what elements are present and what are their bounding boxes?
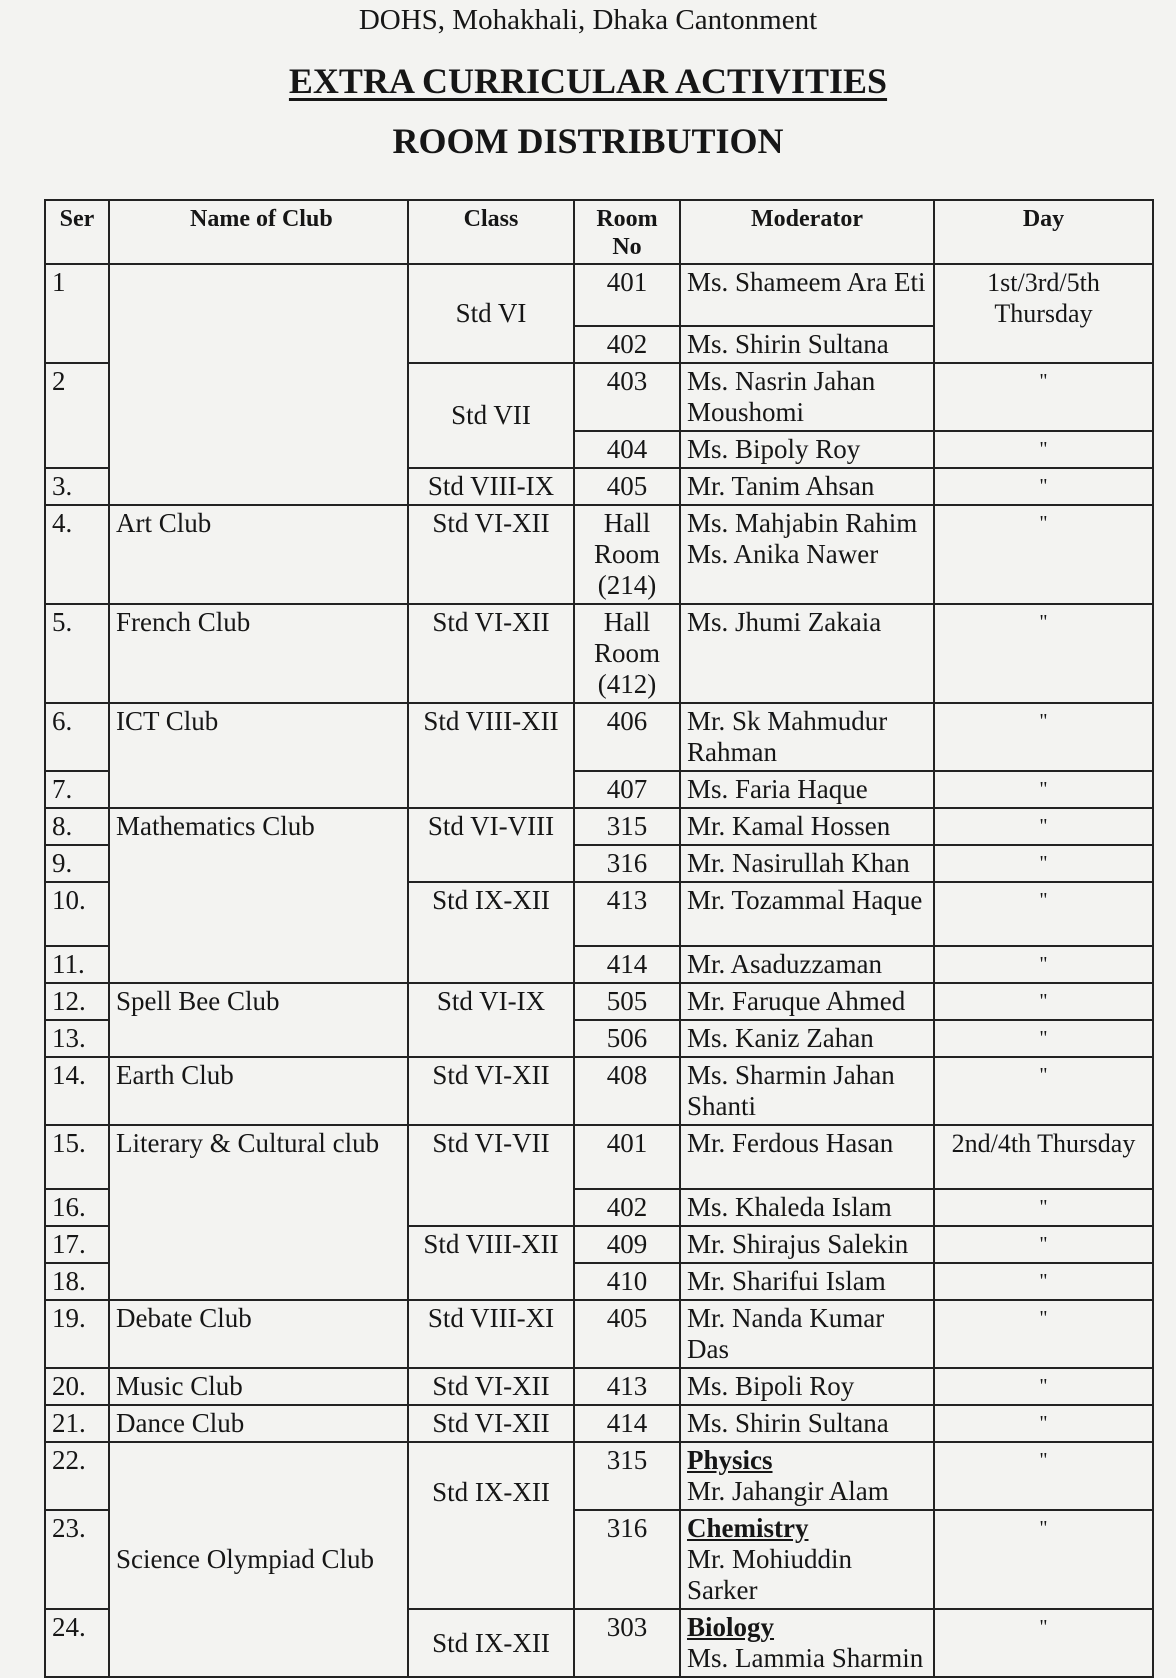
room-cell: 402 [574, 326, 680, 363]
ser-cell: 11. [45, 946, 109, 983]
ser-cell: 6. [45, 703, 109, 771]
room-cell: 315 [574, 1442, 680, 1510]
day-cell: " [934, 1405, 1153, 1442]
room-cell: Hall Room (412) [574, 604, 680, 703]
table-row [45, 604, 1153, 703]
day-cell: 2nd/4th Thursday [934, 1125, 1153, 1189]
club-cell: Earth Club [109, 1057, 408, 1125]
moderator-cell: Mr. Faruque Ahmed [680, 983, 934, 1020]
room-cell: Hall Room (214) [574, 505, 680, 604]
day-cell: 1st/3rd/5th Thursday [934, 264, 1153, 363]
col-header-room: Room No [574, 200, 680, 264]
room-cell: 405 [574, 468, 680, 505]
class-cell: Std VI-XII [408, 1057, 574, 1125]
col-header-class: Class [408, 200, 574, 264]
ser-cell: 2 [45, 363, 109, 468]
table-header-row [45, 200, 1153, 264]
room-cell: 406 [574, 703, 680, 771]
day-cell: " [934, 1057, 1153, 1125]
club-cell: French Club [109, 604, 408, 703]
moderator-cell: Mr. Sk Mahmudur Rahman [680, 703, 934, 771]
room-cell: 409 [574, 1226, 680, 1263]
room-cell: 401 [574, 264, 680, 326]
day-cell: " [934, 505, 1153, 604]
class-cell: Std VI-VIII [408, 808, 574, 882]
room-distribution-table [44, 199, 1154, 1678]
moderator-name: Ms. Lammia Sharmin [687, 1643, 924, 1673]
ser-cell: 22. [45, 1442, 109, 1510]
room-cell: 414 [574, 1405, 680, 1442]
club-cell: Mathematics Club [109, 808, 408, 983]
moderator-name: Mr. Mohiuddin Sarker [687, 1544, 853, 1605]
table-row [45, 1368, 1153, 1405]
moderator-name: Ms. Mahjabin Rahim [687, 508, 918, 538]
table-row [45, 1057, 1153, 1125]
ser-cell: 17. [45, 1226, 109, 1263]
room-cell: 410 [574, 1263, 680, 1300]
ser-cell: 23. [45, 1510, 109, 1609]
class-cell: Std VI-XII [408, 604, 574, 703]
moderator-cell [680, 1510, 934, 1609]
col-header-day: Day [934, 200, 1153, 264]
room-cell: 316 [574, 1510, 680, 1609]
ser-cell: 10. [45, 882, 109, 946]
moderator-name-2: Ms. Anika Nawer [687, 539, 879, 569]
moderator-cell: Ms. Khaleda Islam [680, 1189, 934, 1226]
day-cell: " [934, 1189, 1153, 1226]
room-cell: 407 [574, 771, 680, 808]
class-cell: Std IX-XII [408, 1609, 574, 1677]
moderator-cell: Ms. Bipoli Roy [680, 1368, 934, 1405]
room-cell: 414 [574, 946, 680, 983]
table-row [45, 703, 1153, 771]
day-cell: " [934, 1263, 1153, 1300]
class-cell: Std VIII-XII [408, 1226, 574, 1300]
ser-cell: 9. [45, 845, 109, 882]
table-row [45, 808, 1153, 845]
moderator-cell: Mr. Nanda Kumar Das [680, 1300, 934, 1368]
club-cell: Spell Bee Club [109, 983, 408, 1057]
class-cell: Std VI-XII [408, 1368, 574, 1405]
ser-cell: 16. [45, 1189, 109, 1226]
ser-cell: 15. [45, 1125, 109, 1189]
day-cell: " [934, 1609, 1153, 1677]
day-cell: " [934, 1510, 1153, 1609]
day-cell: " [934, 845, 1153, 882]
moderator-cell: Ms. Sharmin Jahan Shanti [680, 1057, 934, 1125]
table-row [45, 1125, 1153, 1189]
moderator-cell [680, 1442, 934, 1510]
ser-cell: 14. [45, 1057, 109, 1125]
class-cell: Std VI-IX [408, 983, 574, 1057]
day-cell: " [934, 808, 1153, 845]
day-cell: " [934, 604, 1153, 703]
class-cell: Std VI-VII [408, 1125, 574, 1226]
club-cell: Music Club [109, 1368, 408, 1405]
room-cell: 403 [574, 363, 680, 431]
room-cell: 316 [574, 845, 680, 882]
moderator-cell: Ms. Bipoly Roy [680, 431, 934, 468]
ser-cell: 21. [45, 1405, 109, 1442]
ser-cell: 12. [45, 983, 109, 1020]
day-cell: " [934, 946, 1153, 983]
day-cell: " [934, 1020, 1153, 1057]
document-subtitle: ROOM DISTRIBUTION [392, 121, 784, 161]
room-cell: 413 [574, 1368, 680, 1405]
room-cell: 402 [574, 1189, 680, 1226]
table-row [45, 1442, 1153, 1510]
room-cell: 506 [574, 1020, 680, 1057]
moderator-cell: Mr. Nasirullah Khan [680, 845, 934, 882]
ser-cell: 20. [45, 1368, 109, 1405]
club-cell: Dance Club [109, 1405, 408, 1442]
class-cell: Std VIII-XI [408, 1300, 574, 1368]
col-header-moderator: Moderator [680, 200, 934, 264]
club-cell: Science Olympiad Club [109, 1442, 408, 1677]
club-cell: ICT Club [109, 703, 408, 808]
subject-label: Chemistry [687, 1513, 809, 1543]
moderator-cell: Ms. Shirin Sultana [680, 326, 934, 363]
class-cell: Std VII [408, 363, 574, 468]
moderator-cell: Ms. Shirin Sultana [680, 1405, 934, 1442]
class-cell: Std VIII-XII [408, 703, 574, 808]
room-cell: 404 [574, 431, 680, 468]
title-text: EXTRA CURRICULAR ACTIVITIES [288, 61, 888, 101]
class-cell: Std VI-XII [408, 1405, 574, 1442]
club-cell [109, 264, 408, 505]
document-title [0, 60, 1176, 102]
room-cell: 408 [574, 1057, 680, 1125]
moderator-cell: Mr. Tanim Ahsan [680, 468, 934, 505]
ser-cell: 24. [45, 1609, 109, 1677]
moderator-cell: Mr. Shirajus Salekin [680, 1226, 934, 1263]
club-cell: Debate Club [109, 1300, 408, 1368]
moderator-cell: Mr. Tozammal Haque [680, 882, 934, 946]
ser-cell: 3. [45, 468, 109, 505]
room-cell: 413 [574, 882, 680, 946]
ser-cell: 18. [45, 1263, 109, 1300]
moderator-cell: Ms. Nasrin Jahan Moushomi [680, 363, 934, 431]
moderator-cell: Ms. Shameem Ara Eti [680, 264, 934, 326]
ser-cell: 1 [45, 264, 109, 363]
moderator-cell: Ms. Jhumi Zakaia [680, 604, 934, 703]
ser-cell: 5. [45, 604, 109, 703]
club-cell: Literary & Cultural club [109, 1125, 408, 1300]
room-cell: 405 [574, 1300, 680, 1368]
day-cell: " [934, 1226, 1153, 1263]
col-header-ser: Ser [45, 200, 109, 264]
moderator-cell: Mr. Sharifui Islam [680, 1263, 934, 1300]
table-row [45, 1405, 1153, 1442]
table-row [45, 505, 1153, 604]
ser-cell: 4. [45, 505, 109, 604]
class-cell: Std IX-XII [408, 882, 574, 983]
room-cell: 303 [574, 1609, 680, 1677]
room-cell: 401 [574, 1125, 680, 1189]
club-cell: Art Club [109, 505, 408, 604]
ser-cell: 7. [45, 771, 109, 808]
school-address: DOHS, Mohakhali, Dhaka Cantonment [358, 4, 818, 36]
moderator-cell: Mr. Kamal Hossen [680, 808, 934, 845]
room-cell: 315 [574, 808, 680, 845]
day-cell: " [934, 983, 1153, 1020]
moderator-cell: Ms. Faria Haque [680, 771, 934, 808]
moderator-cell [680, 1609, 934, 1677]
col-header-club: Name of Club [109, 200, 408, 264]
day-cell: " [934, 771, 1153, 808]
day-cell: " [934, 882, 1153, 946]
table-row [45, 983, 1153, 1020]
day-cell: " [934, 1300, 1153, 1368]
class-cell: Std VI-XII [408, 505, 574, 604]
moderator-cell: Mr. Asaduzzaman [680, 946, 934, 983]
subject-label: Biology [687, 1612, 775, 1642]
room-cell: 505 [574, 983, 680, 1020]
ser-cell: 8. [45, 808, 109, 845]
day-cell: " [934, 468, 1153, 505]
class-cell: Std IX-XII [408, 1442, 574, 1609]
moderator-cell: Ms. Kaniz Zahan [680, 1020, 934, 1057]
day-cell: " [934, 1442, 1153, 1510]
moderator-cell [680, 505, 934, 604]
ser-cell: 19. [45, 1300, 109, 1368]
table-row [45, 264, 1153, 326]
day-cell: " [934, 1368, 1153, 1405]
moderator-cell: Mr. Ferdous Hasan [680, 1125, 934, 1189]
subject-label: Physics [687, 1445, 773, 1475]
day-cell: " [934, 703, 1153, 771]
class-cell: Std VIII-IX [408, 468, 574, 505]
moderator-name: Mr. Jahangir Alam [687, 1476, 889, 1506]
ser-cell: 13. [45, 1020, 109, 1057]
day-cell: " [934, 431, 1153, 468]
class-cell: Std VI [408, 264, 574, 363]
table-row [45, 1300, 1153, 1368]
day-cell: " [934, 363, 1153, 431]
